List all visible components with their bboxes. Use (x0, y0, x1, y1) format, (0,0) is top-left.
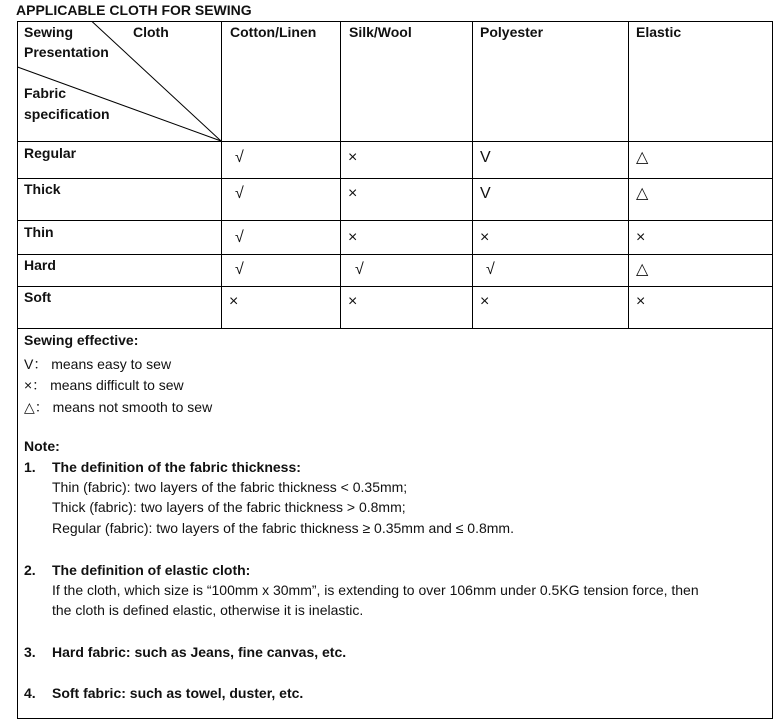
mark-thin-silk: × (348, 229, 358, 246)
mark-regular-cotton: √ (235, 149, 244, 166)
note-1-line: Thick (fabric): two layers of the fabric thickness > 0.8mm; (52, 499, 406, 515)
mark-thin-cotton: √ (235, 229, 244, 246)
note-4-title: Soft fabric: such as towel, duster, etc. (52, 685, 304, 701)
mark-thick-elastic: △ (636, 185, 649, 202)
mark-soft-elastic: × (636, 293, 646, 310)
notes-heading: Note: (24, 438, 60, 454)
mark-thick-cotton: √ (235, 185, 244, 202)
row-label-hard: Hard (24, 257, 56, 273)
mark-hard-cotton: √ (235, 261, 244, 278)
note-2-line: If the cloth, which size is “100mm x 30mm”, is extending to over 106mm under 0.5KG tension force, then (52, 582, 699, 598)
mark-regular-elastic: △ (636, 149, 649, 166)
note-3-title: Hard fabric: such as Jeans, fine canvas, etc. (52, 644, 347, 660)
header-presentation: Presentation (24, 44, 109, 60)
row-label-thin: Thin (24, 224, 54, 240)
mark-soft-polyester: × (480, 293, 490, 310)
mark-hard-polyester: √ (486, 261, 495, 278)
mark-hard-elastic: △ (636, 261, 649, 278)
legend-symbol-v: V： (24, 356, 48, 372)
mark-soft-cotton: × (229, 293, 239, 310)
note-1-line: Regular (fabric): two layers of the fabric thickness ≥ 0.35mm and ≤ 0.8mm. (52, 520, 514, 536)
column-header-elastic: Elastic (636, 24, 682, 40)
note-1-line: Thin (fabric): two layers of the fabric thickness < 0.35mm; (52, 479, 408, 495)
row-label-soft: Soft (24, 289, 52, 305)
legend-text: means not smooth to sew (52, 399, 213, 415)
note-2-title: The definition of elastic cloth: (52, 562, 251, 578)
column-header-polyester: Polyester (480, 24, 544, 40)
legend-symbol-triangle: △： (24, 399, 49, 415)
legend-text: means easy to sew (51, 356, 172, 372)
row-label-regular: Regular (24, 145, 77, 161)
header-fabric: Fabric (24, 85, 67, 101)
header-specification: specification (24, 106, 110, 122)
mark-thick-polyester: V (480, 185, 491, 202)
legend-item-difficult (24, 375, 184, 395)
column-header-silk-wool: Silk/Wool (349, 24, 412, 40)
mark-regular-polyester: V (480, 149, 491, 166)
header-diagonal (18, 67, 222, 141)
note-1-number: 1. (24, 459, 36, 475)
legend-text: means difficult to sew (50, 377, 184, 393)
mark-soft-silk: × (348, 293, 358, 310)
legend-symbol-x: ×： (24, 377, 47, 393)
legend-item-not-smooth (24, 397, 212, 417)
header-sewing: Sewing (24, 24, 74, 40)
note-1-title: The definition of the fabric thickness: (52, 459, 301, 475)
column-header-cotton-linen: Cotton/Linen (230, 24, 317, 40)
note-3-number: 3. (24, 644, 36, 660)
header-cloth: Cloth (133, 24, 169, 40)
mark-hard-silk: √ (355, 261, 364, 278)
legend-heading: Sewing effective: (24, 332, 139, 348)
document-title: APPLICABLE CLOTH FOR SEWING (16, 2, 252, 18)
note-2-number: 2. (24, 562, 36, 578)
note-4-number: 4. (24, 685, 36, 701)
mark-thin-elastic: × (636, 229, 646, 246)
mark-thick-silk: × (348, 185, 358, 202)
mark-regular-silk: × (348, 149, 358, 166)
note-2-line: the cloth is defined elastic, otherwise it is inelastic. (52, 602, 364, 618)
row-label-thick: Thick (24, 181, 61, 197)
legend-item-easy (24, 354, 171, 374)
mark-thin-polyester: × (480, 229, 490, 246)
